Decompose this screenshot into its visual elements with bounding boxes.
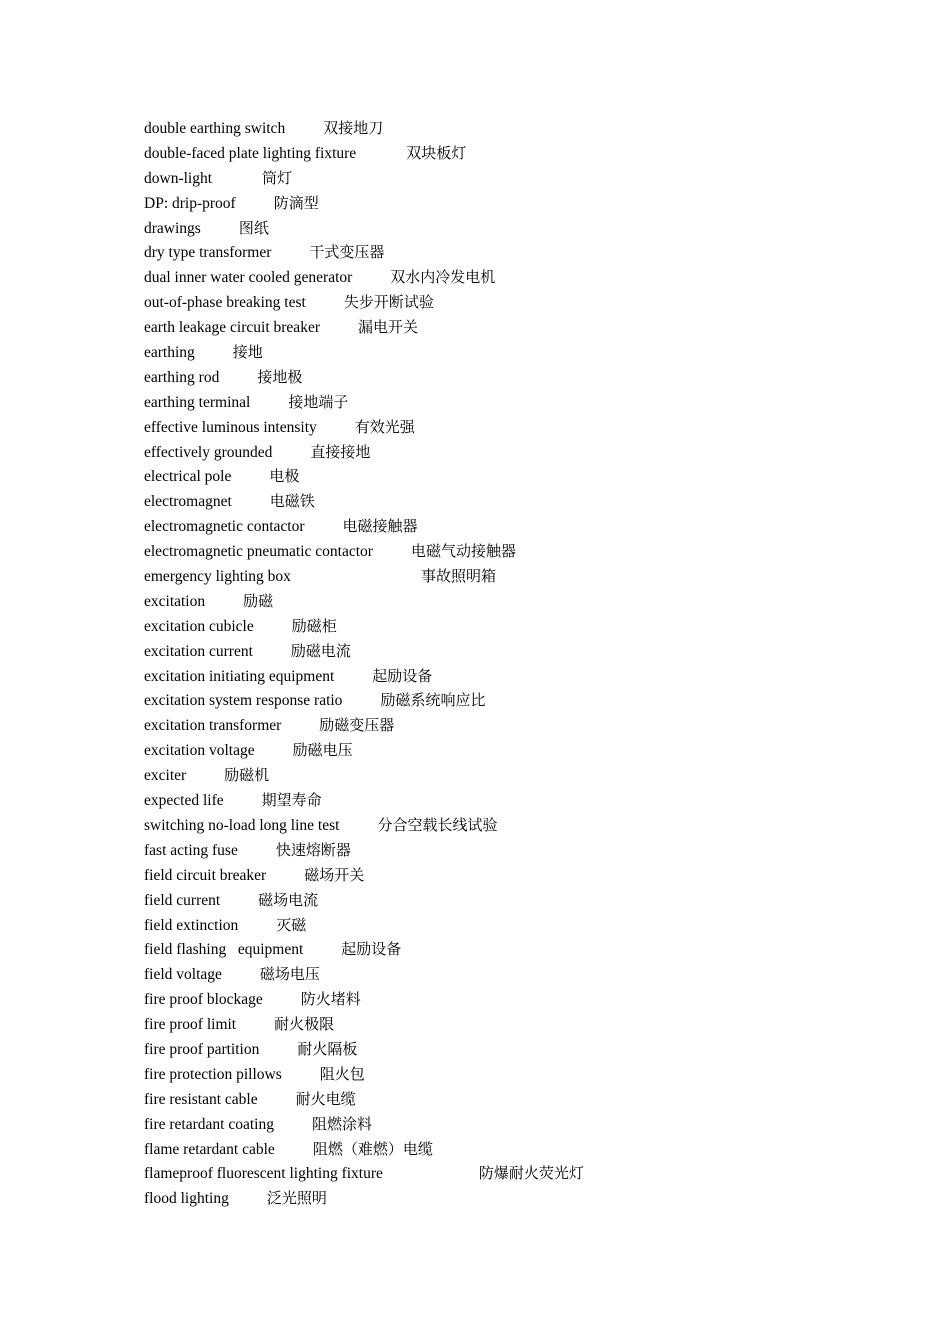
term-en: fire retardant coating (144, 1115, 274, 1133)
list-item (144, 838, 844, 863)
list-item (144, 913, 844, 938)
term-en: excitation (144, 592, 206, 610)
term-en: double earthing switch (144, 120, 286, 137)
term-en: excitation system response ratio (144, 692, 343, 710)
list-item (144, 1161, 844, 1186)
term-en: excitation initiating equipment (144, 667, 335, 685)
term-zh: 有效光强 (354, 417, 415, 436)
term-zh: 接地端子 (288, 392, 349, 411)
term-zh: 快速熔断器 (275, 840, 351, 859)
term-zh: 漏电开关 (357, 318, 418, 337)
term-zh: 防爆耐火荧光灯 (478, 1164, 584, 1183)
list-item (144, 1062, 844, 1087)
list-item (144, 937, 844, 962)
term-zh: 阻燃涂料 (311, 1114, 372, 1133)
term-zh: 励磁电流 (290, 641, 351, 660)
term-en: fast acting fuse (144, 841, 238, 859)
term-en: excitation voltage (144, 742, 255, 760)
term-zh: 防滴型 (273, 193, 319, 212)
term-zh: 磁场电压 (259, 965, 320, 984)
term-zh: 耐火极限 (274, 1015, 335, 1034)
term-zh: 直接接地 (310, 442, 371, 461)
term-en: field voltage (144, 966, 222, 984)
list-item (144, 788, 844, 813)
term-zh: 起励设备 (341, 940, 402, 959)
term-zh: 励磁柜 (291, 616, 337, 635)
list-item (144, 1037, 844, 1062)
term-en: flameproof fluorescent lighting fixture (144, 1165, 383, 1183)
list-item (144, 738, 844, 763)
list-item (144, 415, 844, 440)
list-item (144, 962, 844, 987)
list-item (144, 564, 844, 589)
list-item (144, 365, 844, 390)
list-item (144, 664, 844, 689)
list-item (144, 390, 844, 415)
term-en: fire resistant cable (144, 1090, 258, 1108)
list-item (144, 1087, 844, 1112)
term-en: earthing (144, 344, 195, 362)
term-en: dry type transformer (144, 244, 272, 262)
list-item (144, 987, 844, 1012)
term-en: exciter (144, 767, 187, 785)
list-item (144, 539, 844, 564)
term-zh: 励磁系统响应比 (380, 691, 486, 710)
list-item (144, 265, 844, 290)
term-zh: 接地 (232, 343, 263, 362)
term-zh: 干式变压器 (309, 243, 385, 262)
term-zh: 图纸 (238, 218, 269, 237)
term-zh: 电磁铁 (269, 492, 315, 511)
term-zh: 泛光照明 (266, 1189, 327, 1208)
list-item (144, 514, 844, 539)
term-zh: 阻燃（难燃）电缆 (312, 1139, 433, 1158)
term-en: fire proof partition (144, 1040, 260, 1058)
term-zh: 失步开断试验 (343, 293, 434, 312)
term-zh: 励磁电压 (292, 741, 353, 760)
list-item (144, 489, 844, 514)
term-zh: 双水内冷发电机 (390, 268, 496, 287)
term-en: DP: drip-proof (144, 194, 236, 212)
term-zh: 耐火隔板 (297, 1039, 358, 1058)
list-item (144, 1137, 844, 1162)
term-zh: 双块板灯 (406, 143, 467, 162)
term-en: field flashing equipment (144, 941, 304, 959)
term-zh: 期望寿命 (261, 791, 322, 810)
term-zh: 筒灯 (262, 168, 293, 187)
term-en: excitation current (144, 642, 253, 660)
term-zh: 分合空载长线试验 (377, 815, 498, 834)
term-en: switching no-load long line test (144, 816, 340, 834)
term-en: earthing terminal (144, 393, 251, 411)
term-zh: 磁场电流 (258, 890, 319, 909)
term-en: flame retardant cable (144, 1140, 275, 1158)
term-en: field extinction (144, 916, 239, 934)
list-item (144, 440, 844, 465)
term-zh: 耐火电缆 (295, 1089, 356, 1108)
term-zh: 电磁接触器 (342, 517, 418, 536)
term-en: excitation transformer (144, 717, 282, 735)
term-en: drawings (144, 219, 201, 237)
list-item (144, 1186, 844, 1211)
list-item (144, 1112, 844, 1137)
term-zh: 电磁气动接触器 (410, 542, 516, 561)
term-en: fire protection pillows (144, 1065, 282, 1083)
term-zh: 励磁 (243, 591, 274, 610)
list-item (144, 589, 844, 614)
term-en: expected life (144, 792, 224, 810)
term-zh: 起励设备 (372, 666, 433, 685)
term-en: electrical pole (144, 468, 232, 486)
term-en: field circuit breaker (144, 866, 267, 884)
term-zh: 阻火包 (319, 1064, 365, 1083)
term-en: earth leakage circuit breaker (144, 319, 320, 337)
term-en: earthing rod (144, 368, 220, 386)
list-item (144, 191, 844, 216)
list-item (144, 340, 844, 365)
list-item (144, 216, 844, 241)
list-item (144, 116, 844, 141)
list-item (144, 639, 844, 664)
list-item (144, 763, 844, 788)
term-en: down-light (144, 169, 213, 187)
list-item (144, 1012, 844, 1037)
term-zh: 励磁机 (224, 766, 270, 785)
list-item (144, 688, 844, 713)
term-zh: 防火堵料 (300, 990, 361, 1009)
term-zh: 磁场开关 (304, 865, 365, 884)
term-en: electromagnetic pneumatic contactor (144, 543, 373, 561)
list-item (144, 713, 844, 738)
list-item (144, 813, 844, 838)
term-en: flood lighting (144, 1190, 229, 1208)
term-zh: 双接地刀 (323, 119, 384, 137)
term-en: emergency lighting box (144, 568, 291, 586)
list-item (144, 240, 844, 265)
glossary-list (144, 116, 844, 1211)
term-zh: 事故照明箱 (420, 567, 496, 586)
term-en: effectively grounded (144, 443, 273, 461)
list-item (144, 166, 844, 191)
term-en: electromagnet (144, 493, 232, 511)
term-en: field current (144, 891, 221, 909)
list-item (144, 888, 844, 913)
term-en: double-faced plate lighting fixture (144, 144, 357, 162)
term-zh: 励磁变压器 (319, 716, 395, 735)
term-en: out-of-phase breaking test (144, 294, 306, 312)
list-item (144, 614, 844, 639)
term-en: electromagnetic contactor (144, 518, 305, 536)
term-zh: 电极 (269, 467, 300, 486)
term-en: dual inner water cooled generator (144, 269, 353, 287)
list-item (144, 863, 844, 888)
list-item (144, 141, 844, 166)
term-en: excitation cubicle (144, 617, 254, 635)
term-en: effective luminous intensity (144, 418, 317, 436)
list-item (144, 290, 844, 315)
list-item (144, 464, 844, 489)
term-zh: 接地极 (257, 367, 303, 386)
list-item (144, 315, 844, 340)
term-zh: 灭磁 (276, 915, 307, 934)
term-en: fire proof limit (144, 1016, 237, 1034)
term-en: fire proof blockage (144, 991, 263, 1009)
